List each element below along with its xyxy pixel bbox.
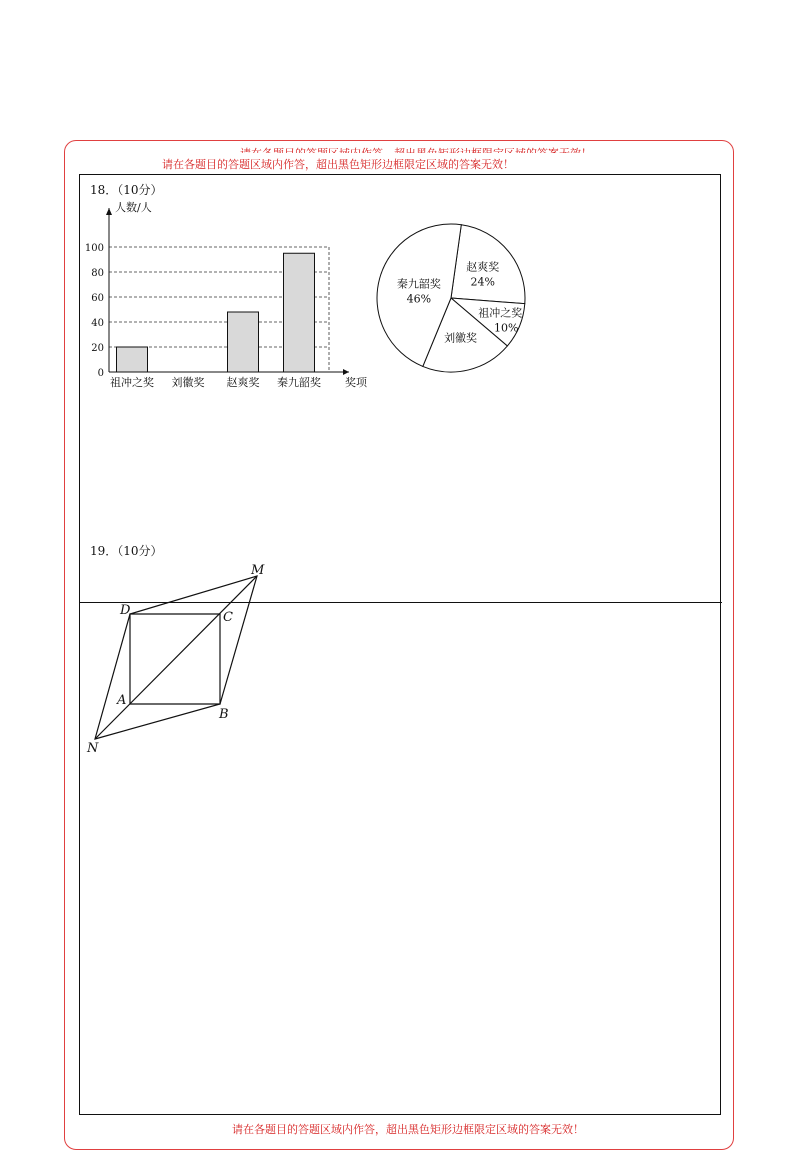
- point-label-a: A: [117, 693, 127, 708]
- point-label-m: M: [251, 563, 265, 578]
- y-tick-label-100: 100: [84, 243, 104, 254]
- y-tick-label-80: 80: [91, 268, 104, 279]
- point-label-d: D: [120, 603, 131, 618]
- bar-2: [228, 312, 259, 372]
- pie-percent-3: 46%: [406, 292, 432, 306]
- pie-percent-1: 10%: [494, 321, 519, 335]
- pie-label-2: 刘徽奖: [444, 331, 478, 345]
- pie-label-0: 赵爽奖: [466, 260, 500, 274]
- bar-0: [117, 347, 148, 372]
- warning-bottom: 请在各题目的答题区域内作答，超出黑色矩形边框限定区域的答案无效！: [232, 1123, 584, 1136]
- y-tick-label-40: 40: [91, 318, 104, 329]
- y-axis-label: 人数/人: [115, 201, 152, 214]
- x-tick-label-2: 赵爽奖: [226, 376, 260, 389]
- pie-chart: [370, 218, 535, 378]
- y-tick-label-20: 20: [91, 343, 104, 354]
- x-tick-label-3: 秦九韶奖: [277, 376, 321, 389]
- pie-label-1: 祖冲之奖: [478, 306, 523, 320]
- pie-label-3: 秦九韶奖: [396, 277, 441, 291]
- x-tick-label-1: 刘徽奖: [171, 376, 205, 389]
- point-label-n: N: [87, 741, 99, 756]
- question-18-number: 18．（10分）: [90, 183, 163, 197]
- x-axis-arrow: [343, 369, 349, 375]
- question-19-number: 19．（10分）: [90, 544, 163, 558]
- x-axis-label: 奖项: [345, 376, 367, 389]
- pie-percent-0: 24%: [470, 275, 495, 289]
- point-label-b: B: [219, 707, 229, 722]
- y-tick-label-0: 0: [97, 368, 104, 379]
- x-tick-label-0: 祖冲之奖: [110, 376, 154, 389]
- y-tick-label-60: 60: [91, 293, 104, 304]
- warning-top: 请在各题目的答题区域内作答，超出黑色矩形边框限定区域的答案无效！: [162, 158, 514, 171]
- bar-chart: [84, 196, 374, 396]
- bar-3: [284, 253, 315, 372]
- geometry-figure: [80, 560, 280, 760]
- y-axis-arrow: [106, 208, 112, 215]
- point-label-c: C: [223, 610, 233, 625]
